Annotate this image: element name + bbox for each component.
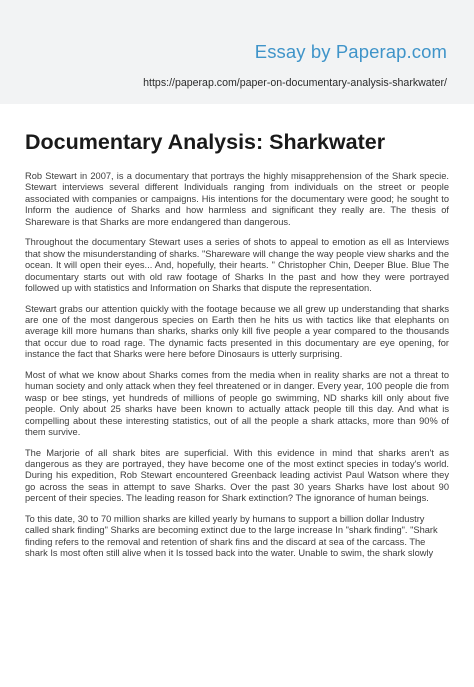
paragraph-3: Stewart grabs our attention quickly with the footage because we all grew up understanding that sharks are one of the most dangerous species on Earth then he hits us with tactics like that elephants on average kill more humans than sharks, sharks only kill five people a year compared to the thousands that occur due to road rage. The dynamic facts presented in this documentary are eye opening, for instance the fact that Sharks were here before Dinosaurs is utterly surprising. (25, 303, 449, 360)
document-title: Documentary Analysis: Sharkwater (25, 130, 386, 154)
source-url-link[interactable]: https://paperap.com/paper-on-documentary-analysis-sharkwater/ (143, 77, 447, 89)
paragraph-5: The Marjorie of all shark bites are superficial. With this evidence in mind that sharks aren't as dangerous as they are portrayed, they have become one of the most extinct species in today's world. During his expedition, Rob Stewart encountered Greenback leading activist Paul Watson where they go across the seas in attempt to save Sharks. Over the past 30 years Sharks have lost about 90 percent of their species. The leading reason for Shark extinction? The ignorance of human beings. (25, 447, 449, 504)
paragraph-1: Rob Stewart in 2007, is a documentary that portrays the highly misapprehension of the Shark specie. Stewart interviews several different Individuals ranging from individuals on the street or people associated with companies or campaigns. His intentions for the documentary were good; he sought to Inform the audience of Sharks and how harmless and significant they really are. The thesis of Shareware is that Sharks are more endangered than dangerous. (25, 171, 449, 227)
paragraph-6: To this date, 30 to 70 million sharks are killed yearly by humans to support a billion dollar Industry called shark finding" Sharks are becoming extinct due to the large increase In "shark finding". "Shark finding refers to the removal and retention of shark fins and the discard at sea of the carcass. The shark Is most often still alive when it Is tossed back into the water. Unable to swim, the shark slowly (25, 513, 438, 559)
site-header (0, 0, 474, 104)
brand-link[interactable]: Essay by Paperap.com (254, 41, 447, 62)
paragraph-2: Throughout the documentary Stewart uses a series of shots to appeal to emotion as ell as Interviews that show the misunderstanding of sharks. "Shareware will change the way people view sharks and the ocean. It will open their eyes... And, hopefully, their hearts. " Christopher Chin, Deeper Blue. Blue The documentary starts out with old raw footage of Sharks In the past and how they were portrayed followed up with statistics and Information on Sharks that dispute the representation. (25, 237, 449, 294)
paragraph-4: Most of what we know about Sharks comes from the media when in reality sharks are not a threat to human society and only attack when they feel threatened or in danger. Every year, 100 people die from wasp or bee stings, yet hundreds of millions of people go swimming, ND sharks kill only about five people. Only about 25 sharks have been known to actually attack people till this day. And what is compelling about these interesting statistics, out of all the people a shark attacks, more than 90% of them survive. (25, 369, 449, 438)
document-body (25, 171, 449, 569)
